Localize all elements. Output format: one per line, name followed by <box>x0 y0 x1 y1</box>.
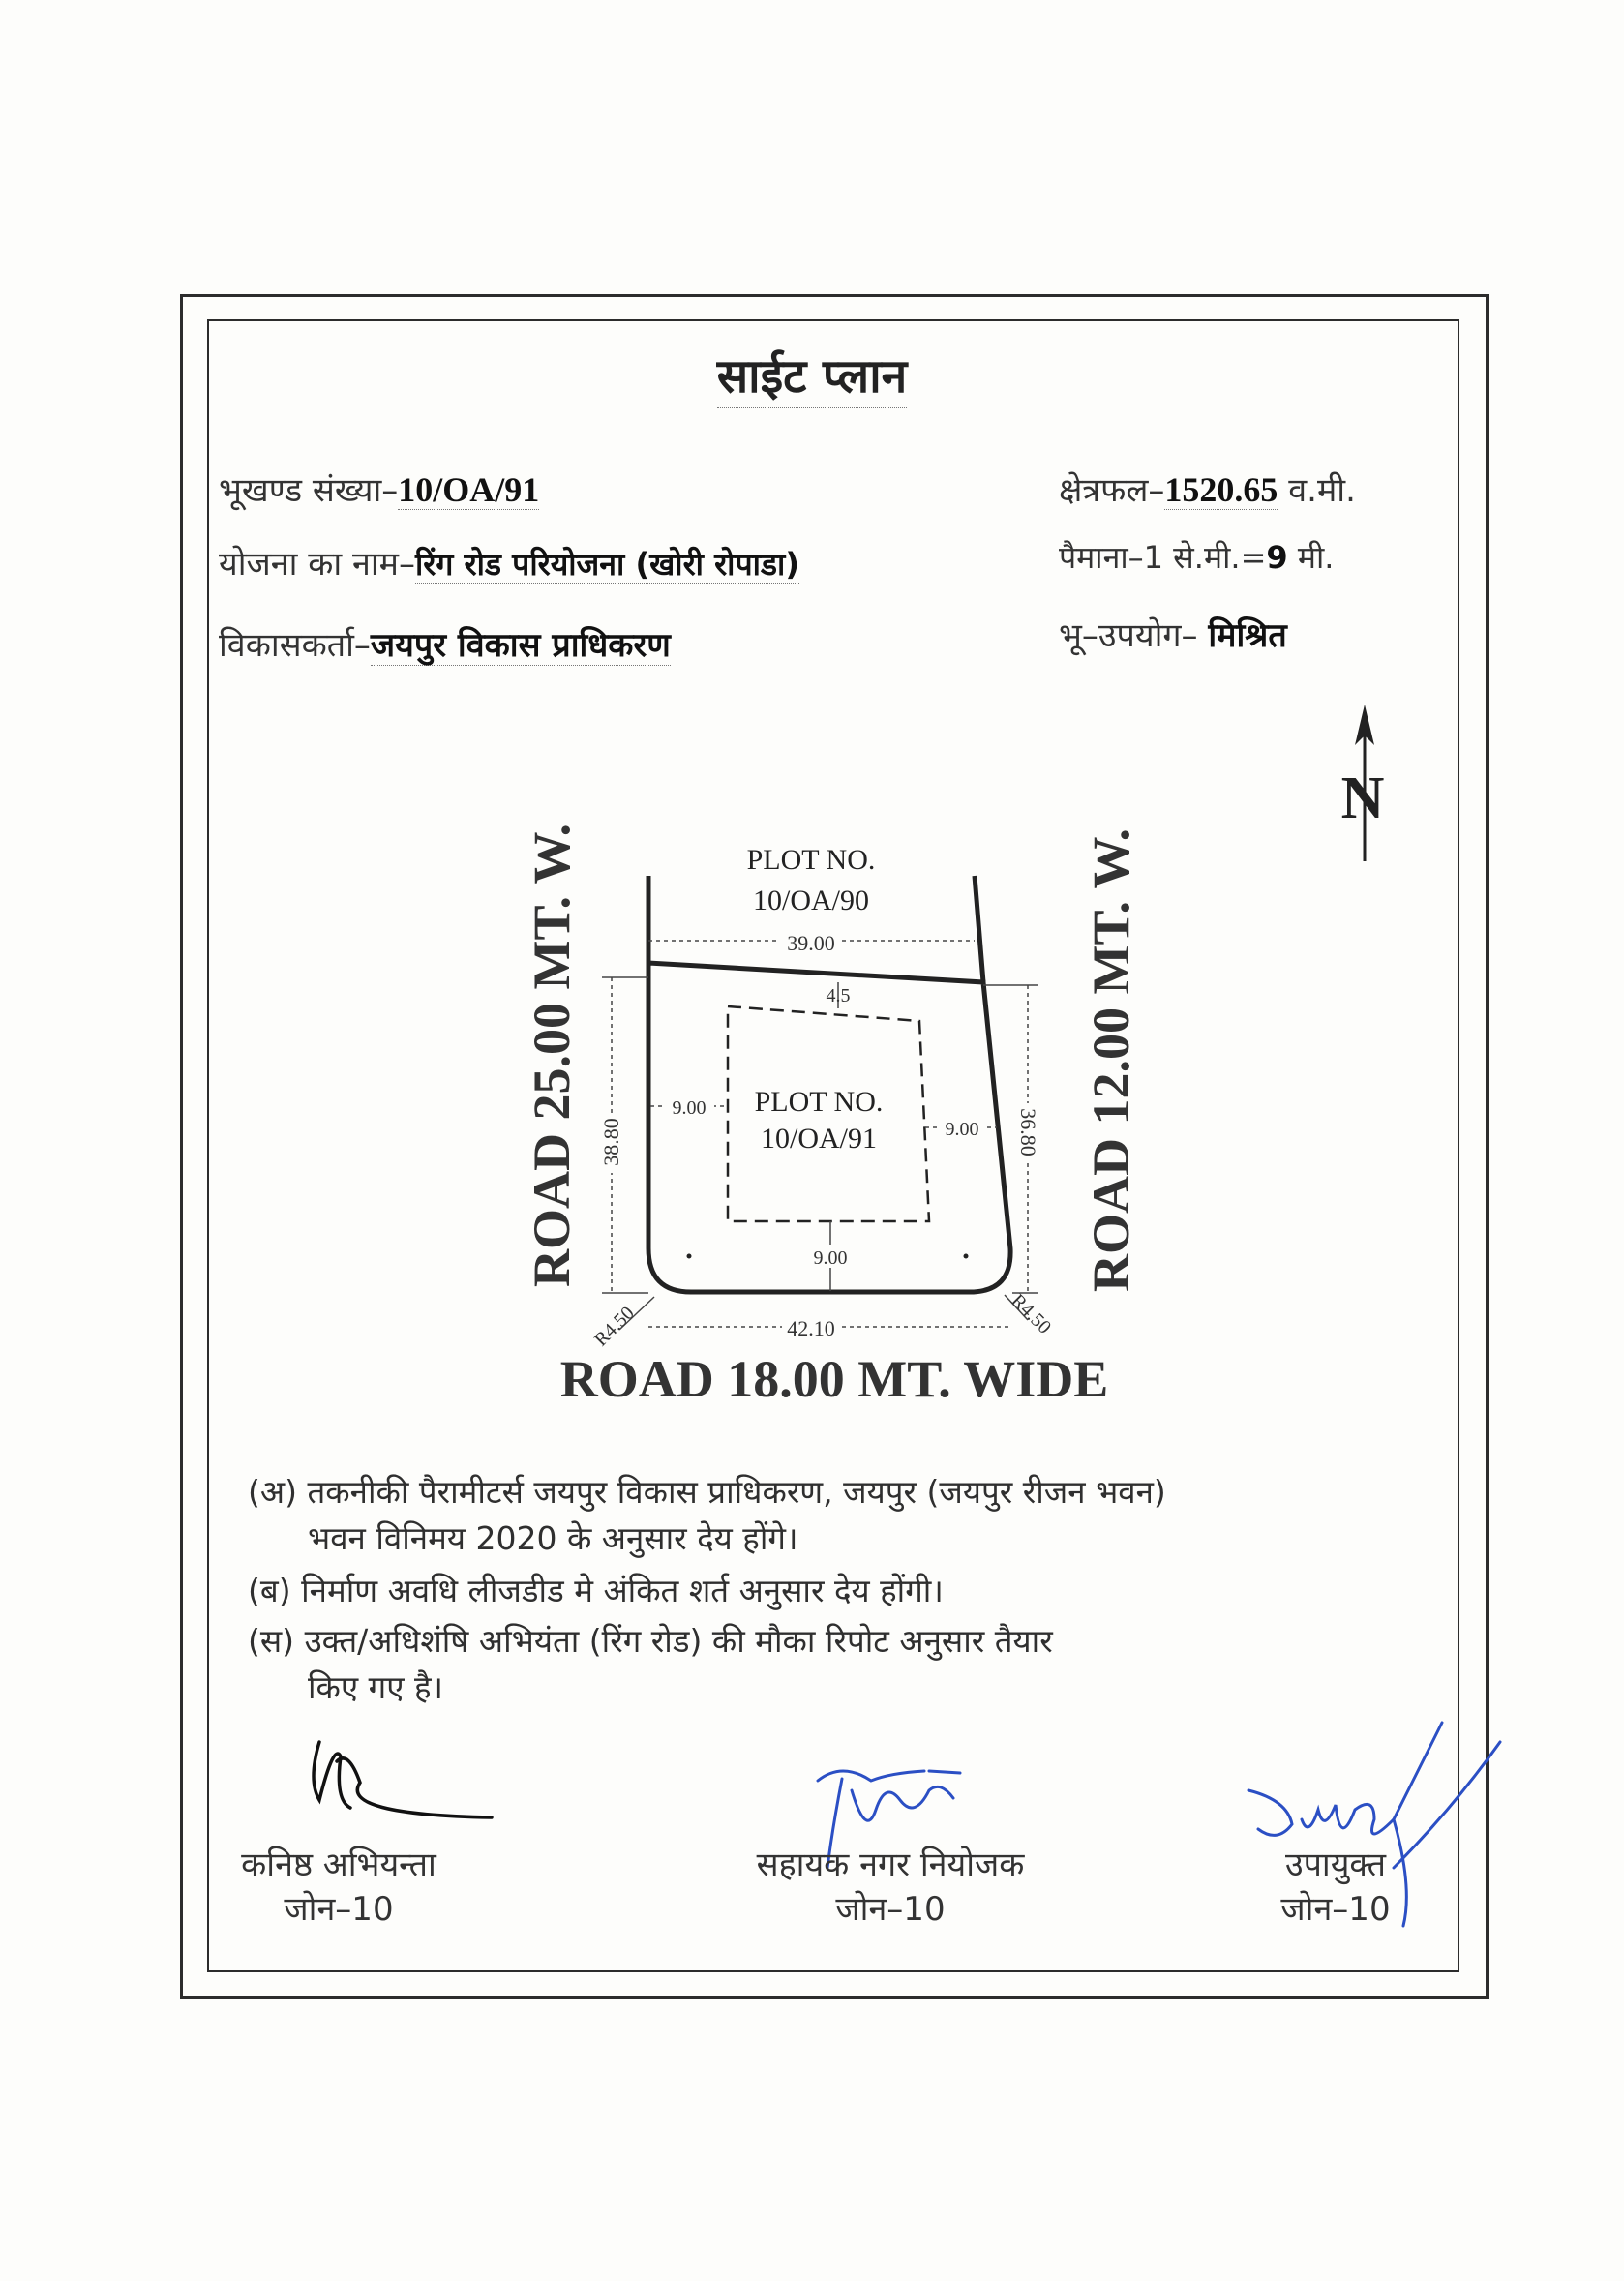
road-left-label: ROAD 25.00 MT. W. <box>523 823 581 1287</box>
signature-block-1 <box>213 1841 465 1930</box>
landuse-value: मिश्रित <box>1208 616 1287 655</box>
developer-label: विकासकर्ता– <box>219 626 371 665</box>
signature-zone-2: जोन–10 <box>835 1890 946 1929</box>
note-a-marker: (अ) <box>248 1473 297 1511</box>
road-right-label: ROAD 12.00 MT. W. <box>1082 827 1140 1292</box>
dim-right: 36.80 <box>1016 1108 1040 1156</box>
plot-label-2: 10/OA/91 <box>761 1123 877 1155</box>
scale-unit: मी. <box>1297 539 1335 576</box>
setback-rear: 9.00 <box>813 1247 848 1269</box>
dim-left: 38.80 <box>599 1118 623 1166</box>
dim-top: 39.00 <box>787 931 835 955</box>
area-value: 1520.65 <box>1164 470 1278 509</box>
adjacent-plot-label-1: PLOT NO. <box>746 844 876 876</box>
signature-role-2: सहायक नगर नियोजक <box>756 1846 1025 1884</box>
signature-role-1: कनिष्ठ अभियन्ता <box>241 1846 436 1884</box>
developer-value: जयपुर विकास प्राधिकरण <box>370 626 671 665</box>
plot-label-1: PLOT NO. <box>754 1086 884 1118</box>
plot-number-value: 10/OA/91 <box>398 470 540 509</box>
note-c-marker: (स) <box>248 1622 295 1660</box>
north-label: N <box>1340 765 1385 831</box>
area-label: क्षेत्रफल– <box>1059 471 1165 510</box>
scale-label: पैमाना–1 से.मी.= <box>1059 539 1267 576</box>
note-c-line1: उक्त/अधिशंषि अभियंता (रिंग रोड) की मौका रिपोट अनुसार तैयार <box>304 1622 1053 1660</box>
note-b-marker: (ब) <box>248 1572 291 1609</box>
dim-bottom: 42.10 <box>787 1316 835 1340</box>
signature-junior-engineer <box>314 1742 492 1817</box>
page-title: साईट प्लान <box>0 344 1624 406</box>
signature-zone-1: जोन–10 <box>284 1890 394 1929</box>
setback-left: 9.00 <box>672 1097 707 1119</box>
scale-value: 9 <box>1266 539 1288 576</box>
signature-block-3 <box>1248 1841 1423 1930</box>
note-a-line2: भवन विनिमय 2020 के अनुसार देय होंगे। <box>308 1519 798 1557</box>
plot-number-label: भूखण्ड संख्या– <box>219 471 399 510</box>
note-b-line1: निर्माण अवधि लीजडीड मे अंकित शर्त अनुसार देय होंगी। <box>301 1572 944 1609</box>
landuse-label: भू–उपयोग– <box>1059 616 1198 655</box>
radius-right: R4.50 <box>1007 1289 1056 1338</box>
area-unit: व.मी. <box>1288 471 1356 510</box>
setback-front: 4.5 <box>826 985 851 1006</box>
signature-role-3: उपायुक्त <box>1284 1846 1387 1884</box>
signature-block-2 <box>697 1841 1084 1930</box>
scheme-value: रिंग रोड परियोजना (खोरी रोपाडा) <box>414 546 799 583</box>
scheme-label: योजना का नाम– <box>219 545 415 584</box>
radius-left: R4.50 <box>589 1302 639 1351</box>
note-a-line1: तकनीकी पैरामीटर्स जयपुर विकास प्राधिकरण, जयपुर (जयपुर रीजन भवन) <box>307 1473 1166 1511</box>
signature-zone-3: जोन–10 <box>1280 1890 1391 1929</box>
setback-right: 9.00 <box>945 1119 979 1140</box>
adjacent-plot-label-2: 10/OA/90 <box>753 885 869 916</box>
road-bottom-label: ROAD 18.00 MT. WIDE <box>559 1350 1109 1408</box>
note-c-line2: किए गए है। <box>308 1668 443 1706</box>
